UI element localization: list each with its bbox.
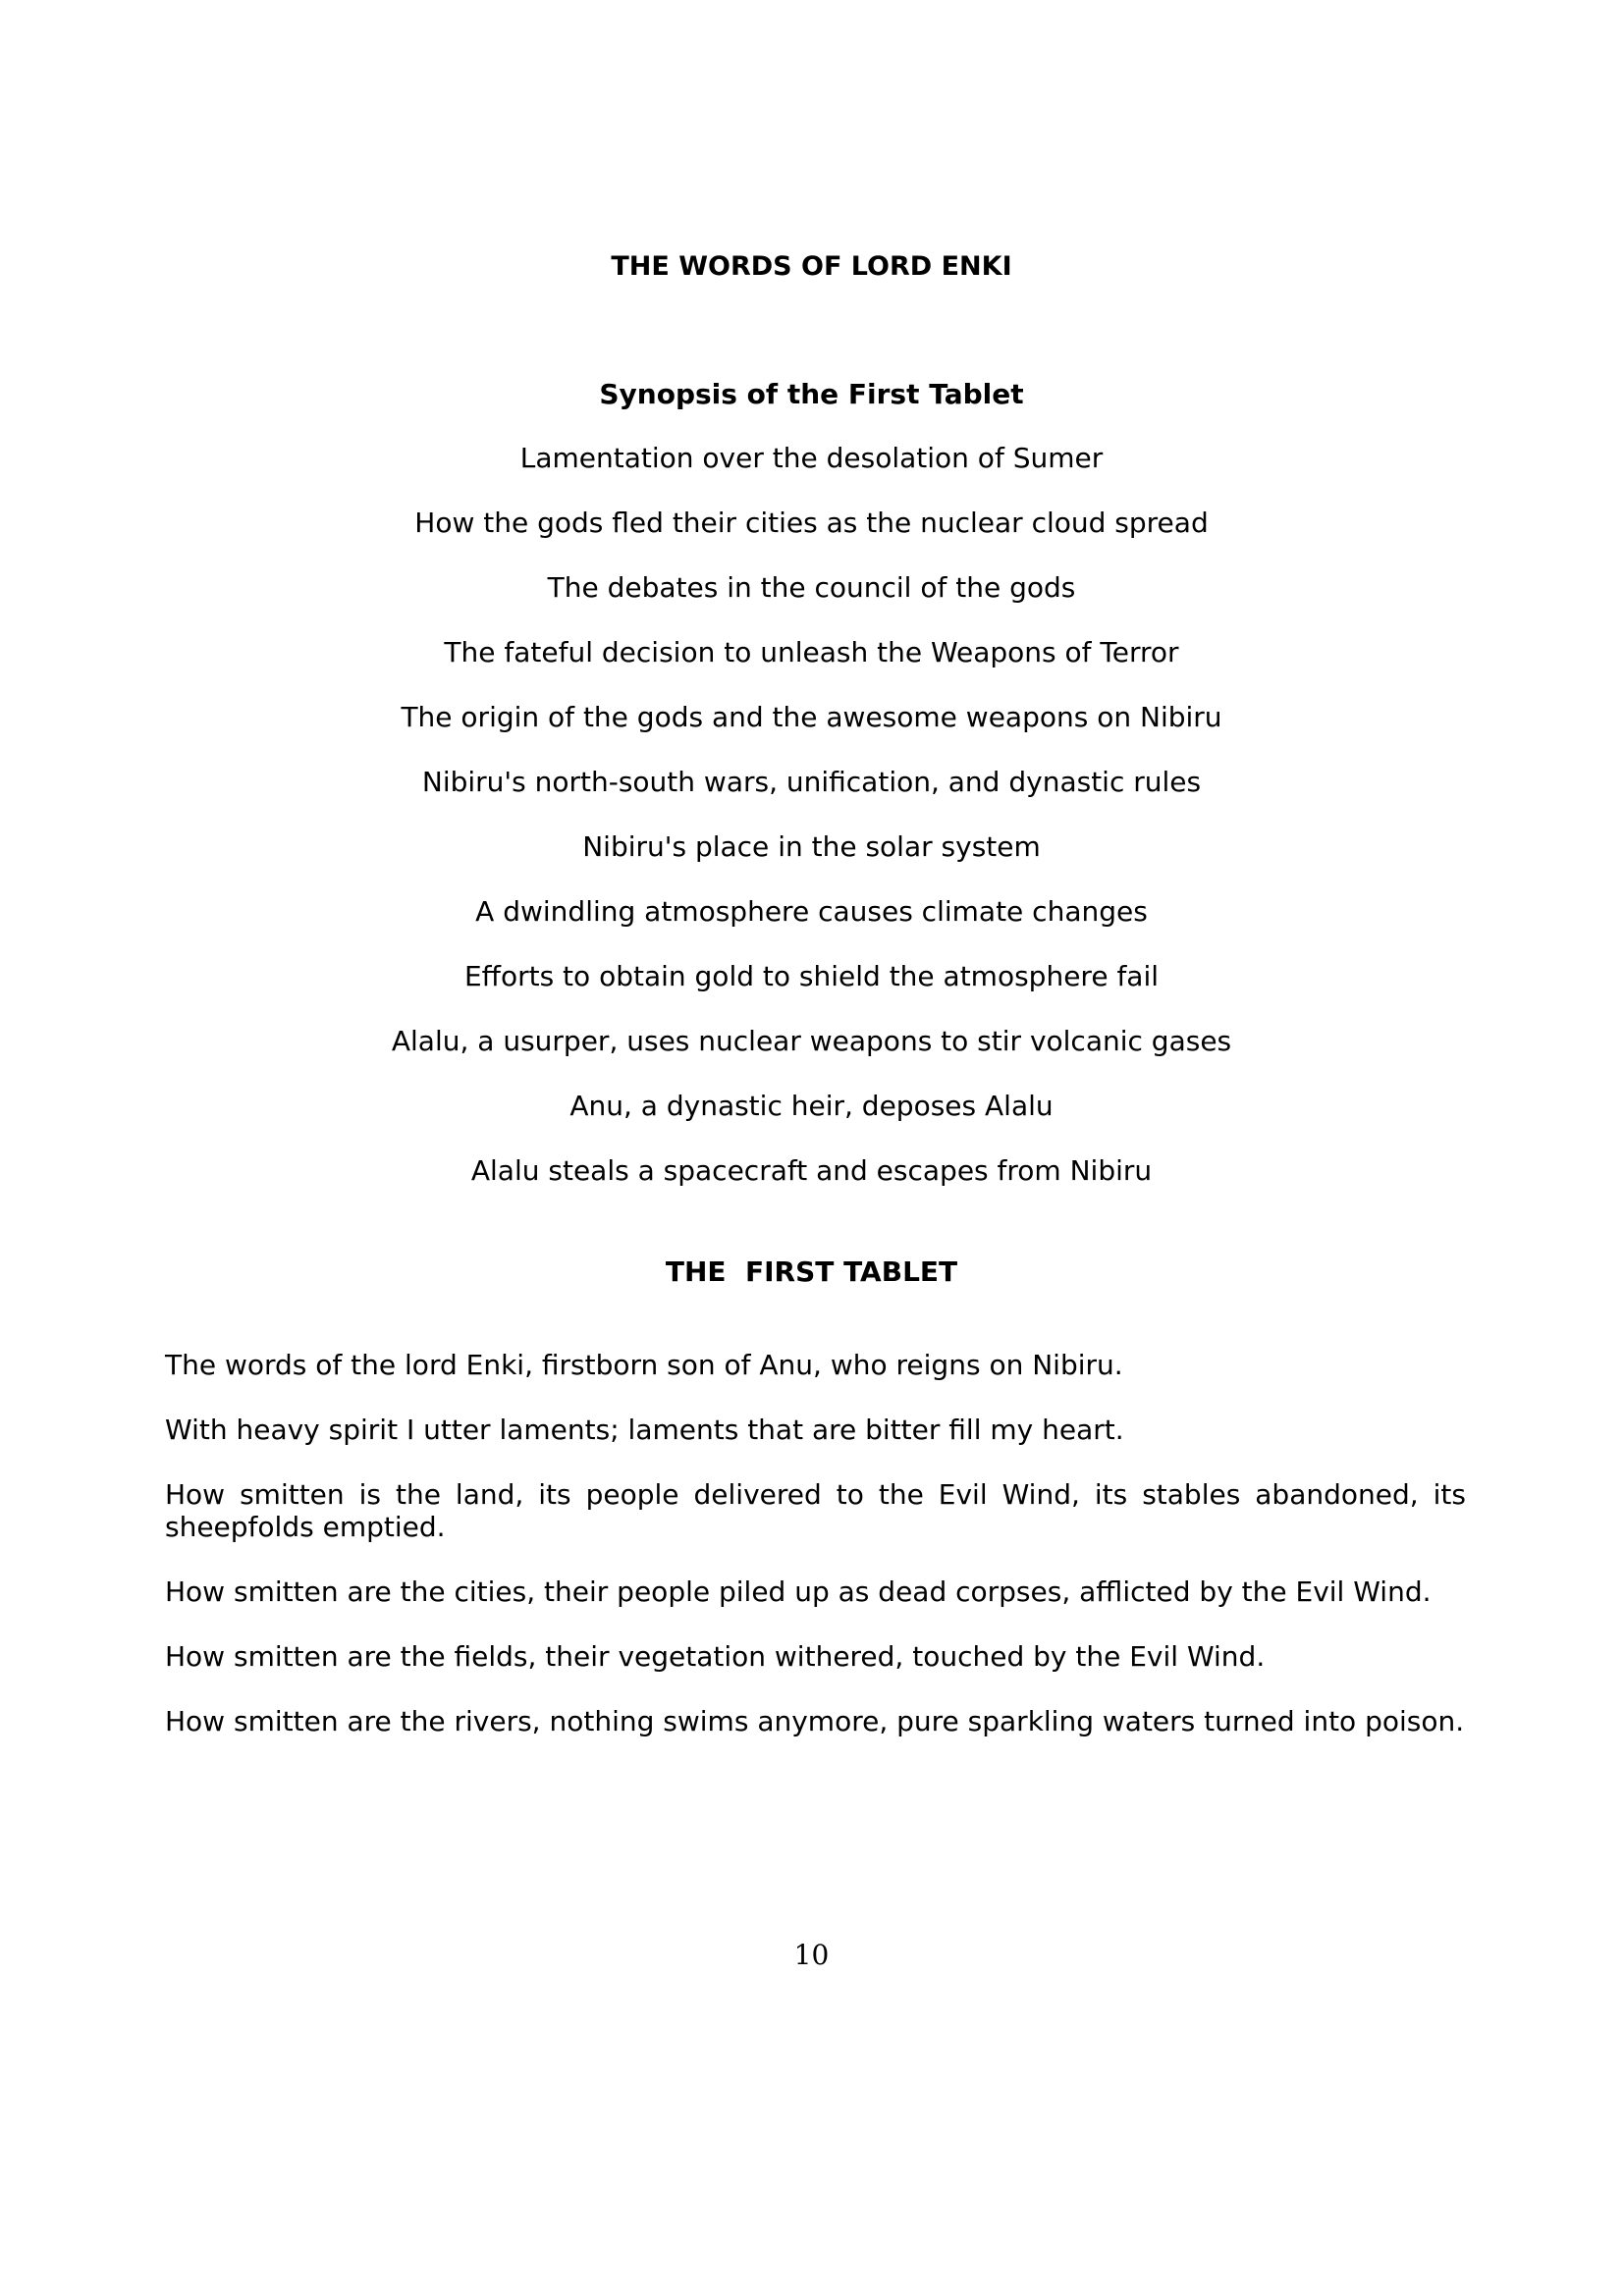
body-text bbox=[165, 1349, 1466, 1770]
synopsis-item: A dwindling atmosphere causes climate changes bbox=[475, 895, 1148, 928]
paragraph: How smitten are the cities, their people piled up as dead corpses, afflicted by the Evil Wind. bbox=[165, 1575, 1432, 1608]
paragraph: How smitten are the fields, their vegetation withered, touched by the Evil Wind. bbox=[165, 1640, 1266, 1673]
synopsis-item: Alalu steals a spacecraft and escapes from Nibiru bbox=[470, 1154, 1153, 1187]
synopsis-item: Nibiru's place in the solar system bbox=[582, 830, 1041, 863]
tablet-heading: THE FIRST TABLET bbox=[665, 1255, 958, 1288]
paragraph: With heavy spirit I utter laments; laments that are bitter fill my heart. bbox=[165, 1414, 1124, 1446]
synopsis-item: Anu, a dynastic heir, deposes Alalu bbox=[569, 1090, 1054, 1122]
synopsis-item: Nibiru's north-south wars, unification, and dynastic rules bbox=[421, 766, 1202, 798]
synopsis-list bbox=[0, 439, 1623, 1216]
synopsis-item: Alalu, a usurper, uses nuclear weapons to stir volcanic gases bbox=[391, 1025, 1232, 1057]
paragraph: How smitten are the rivers, nothing swims anymore, pure sparkling waters turned into poison. bbox=[165, 1705, 1465, 1737]
page-number: 10 bbox=[793, 1939, 830, 1971]
synopsis-heading: Synopsis of the First Tablet bbox=[599, 378, 1024, 410]
synopsis-item: Lamentation over the desolation of Sumer bbox=[519, 442, 1104, 474]
paragraph: The words of the lord Enki, firstborn son of Anu, who reigns on Nibiru. bbox=[165, 1349, 1123, 1381]
paragraph: How smitten is the land, its people delivered to the Evil Wind, its stables abandoned, its sheepfolds emptied. bbox=[165, 1478, 1466, 1543]
synopsis-item: How the gods fled their cities as the nuclear cloud spread bbox=[414, 507, 1209, 539]
synopsis-item: The fateful decision to unleash the Weapons of Terror bbox=[444, 636, 1179, 668]
page-title: THE WORDS OF LORD ENKI bbox=[611, 251, 1012, 282]
synopsis-item: The origin of the gods and the awesome weapons on Nibiru bbox=[401, 701, 1222, 733]
synopsis-item: The debates in the council of the gods bbox=[547, 571, 1076, 604]
synopsis-item: Efforts to obtain gold to shield the atmosphere fail bbox=[463, 960, 1160, 992]
